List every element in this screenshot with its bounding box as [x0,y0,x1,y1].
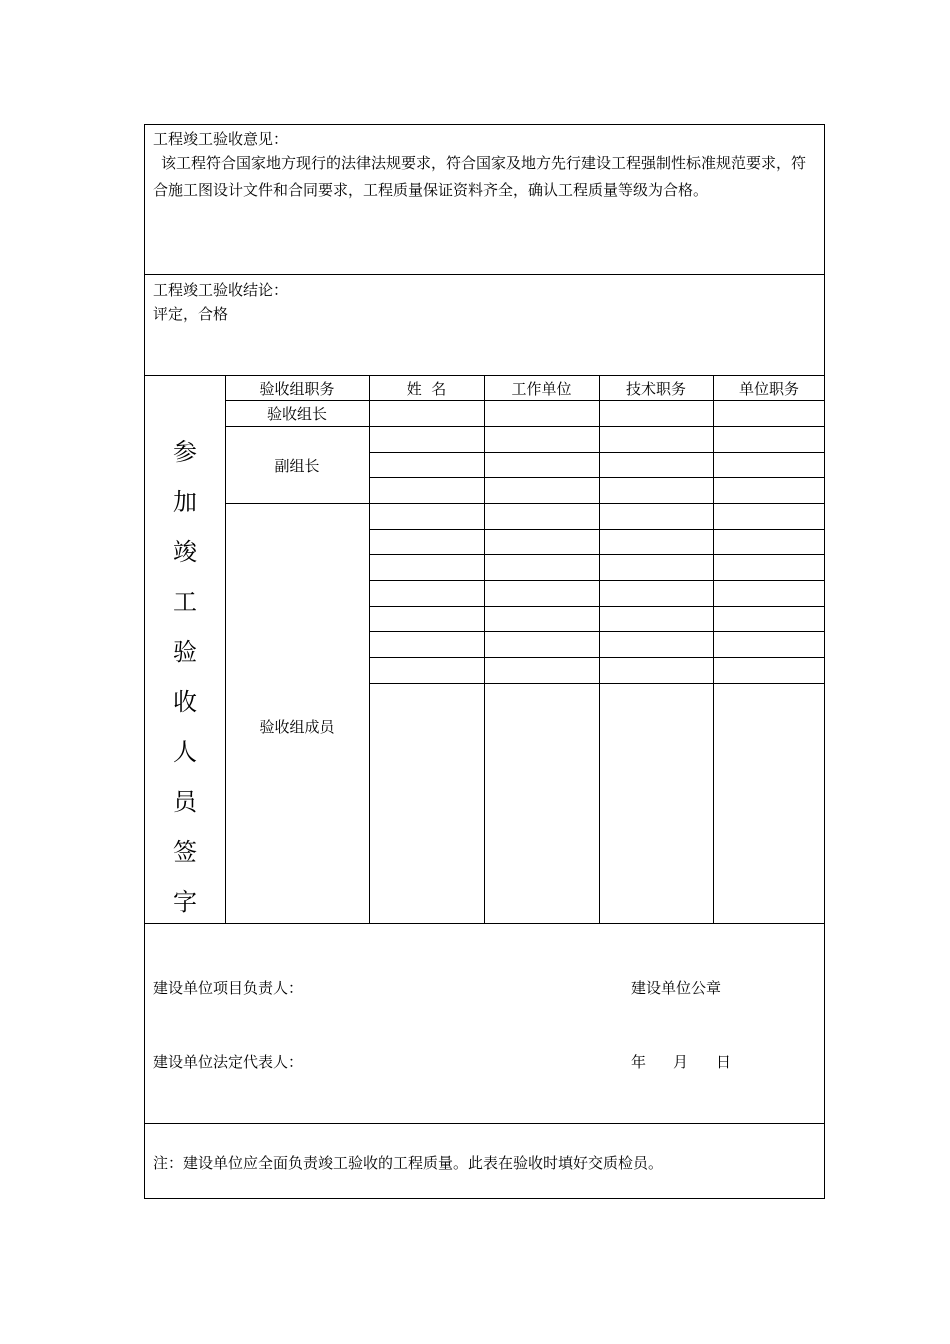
role-group-member: 验收组成员 [259,718,335,736]
project-lead-label: 建设单位项目负责人： [153,979,304,997]
table-row-line [369,452,825,453]
header-work-unit: 工作单位 [511,380,572,398]
conclusion-text: 评定，合格 [153,305,229,323]
table-grid-line [484,375,485,923]
header-unit-position: 单位职务 [738,380,799,398]
footnote: 注：建设单位应全面负责竣工验收的工程质量。此表在验收时填好交质检员。 [153,1154,664,1172]
side-title-char: 员 [173,788,197,816]
role-deputy-leader: 副组长 [274,457,320,475]
date-year-label: 年 [631,1053,647,1071]
table-grid-line [369,375,370,923]
table-row-line [369,554,825,555]
table-row-line [369,580,825,581]
table-row-line [369,683,825,684]
table-row-line [369,606,825,607]
side-title-char: 签 [173,838,197,866]
table-row-line [225,503,825,504]
side-title-char: 工 [173,588,197,616]
date-month-label: 月 [673,1053,689,1071]
legal-rep-label: 建设单位法定代表人： [153,1053,304,1071]
divider [144,923,825,924]
side-title-char: 竣 [173,538,197,566]
opinion-label: 工程竣工验收意见： [153,130,289,148]
header-name: 姓 名 [406,380,447,398]
date-day-label: 日 [716,1053,732,1071]
side-title-char: 收 [173,688,197,716]
side-title-char: 加 [173,488,197,516]
role-group-leader: 验收组长 [266,405,327,423]
divider [144,274,825,275]
seal-label: 建设单位公章 [631,979,722,997]
opinion-text: 该工程符合国家地方现行的法律法规要求，符合国家及地方先行建设工程强制性标准规范要求，符合施工图设计文件和合同要求，工程质量保证资料齐全，确认工程质量等级为合格。 [153,154,807,199]
side-title-char: 字 [173,888,197,916]
header-tech-title: 技术职务 [625,380,686,398]
table-grid-line [713,375,714,923]
side-title-char: 验 [173,638,197,666]
side-title-char: 人 [173,738,197,766]
conclusion-label: 工程竣工验收结论： [153,281,289,299]
side-title-char: 参 [173,438,197,466]
table-row-line [369,657,825,658]
header-role: 验收组职务 [259,380,335,398]
table-row-line [369,529,825,530]
divider [144,1123,825,1124]
table-row-line [225,426,825,427]
table-row-line [369,631,825,632]
table-grid-line [599,375,600,923]
table-row-line [369,477,825,478]
